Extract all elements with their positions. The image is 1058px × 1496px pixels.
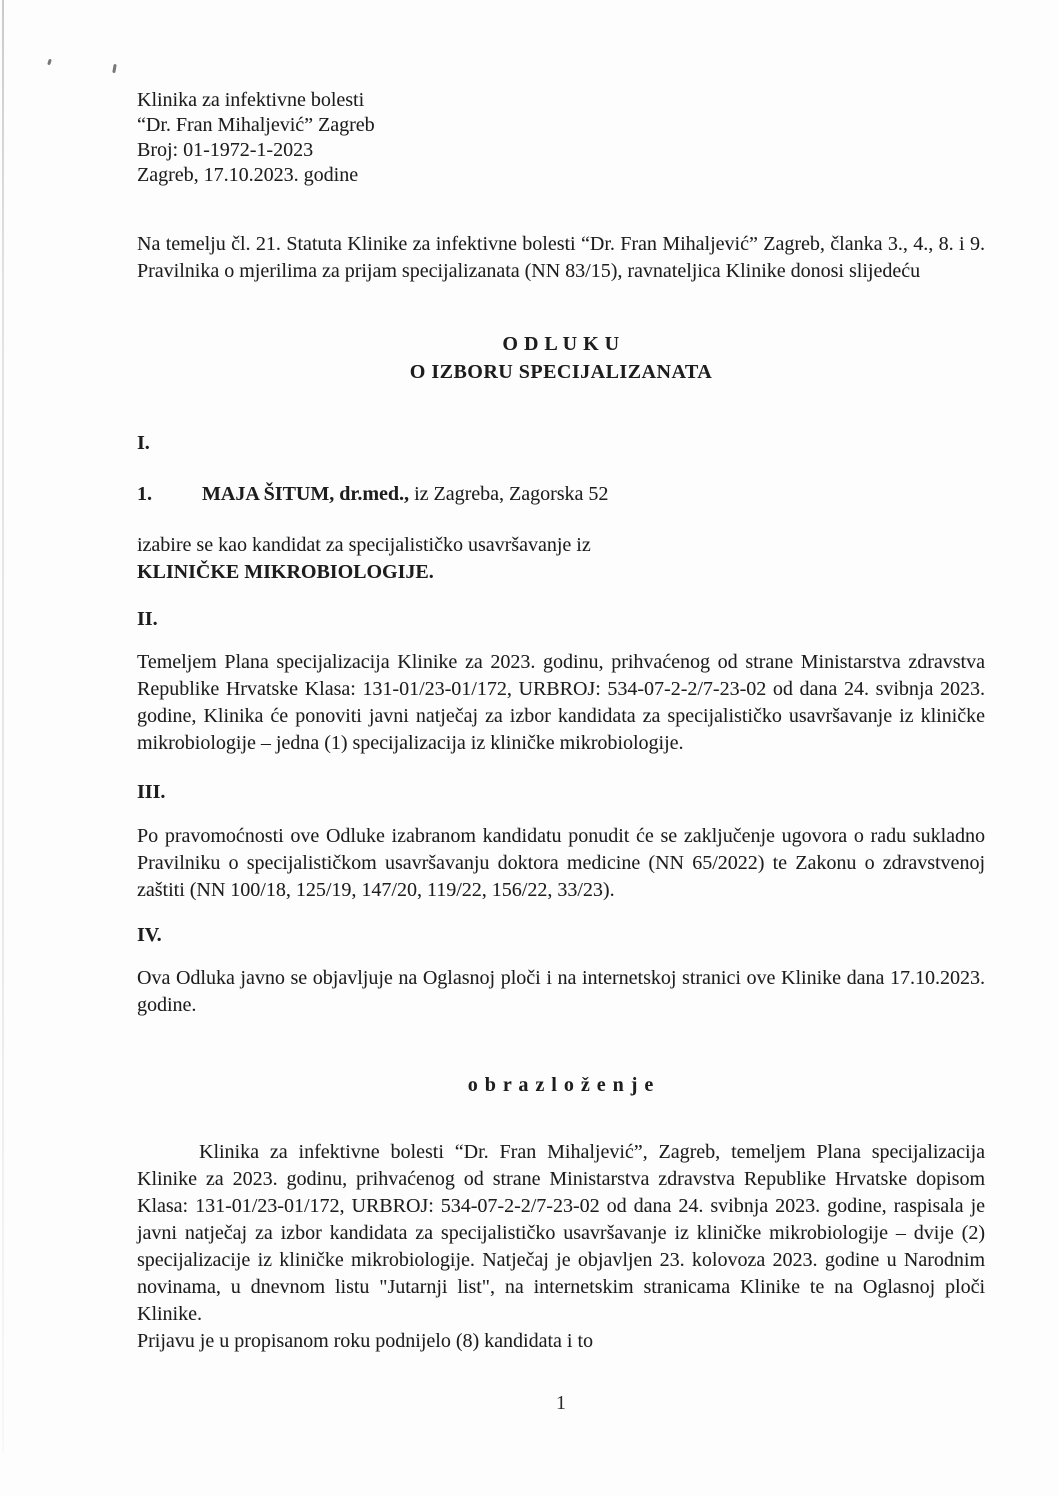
scan-edge-artifact [2,0,4,1452]
explanation-paragraph: Klinika za infektivne bolesti “Dr. Fran Mihaljević”, Zagreb, temeljem Plana specijalizacija Klinike za 2023. godinu, prihvaćenog od strane Ministarstva zdravstva Republike Hrvatske dopisom Klasa: 131-01/23-01/172, URBROJ: 534-07-2-2/7-23-02 od dana 24. svibnja 2023. godine, raspisala je javni natječaj za izbor kandidata za specijalističko usavršavanje iz kliničke mikrobiologije – dvije (2) specijalizacije iz kliničke mikrobiologije. Natječaj je objavljen 23. kolovoza 2023. godine u Narodnim novinama, u dnevnom listu "Jutarnji list", na internetskim stranicama Klinike te na Oglasnoj ploči Klinike. [137,1141,985,1325]
explanation-heading: o b r a z l o ž e n j e [467,1074,655,1096]
section-iii-paragraph: Po pravomoćnosti ove Odluke izabranom kandidatu ponudit će se zaključenje ugovora o radu sukladno Pravilniku o specijalističkom usavršavanju doktora medicine (NN 65/2022) te Zakonu o zdravstvenoj zaštiti (NN 100/18, 125/19, 147/20, 119/22, 156/22, 33/23). [137,825,985,901]
institution-name-line2: “Dr. Fran Mihaljević” Zagreb [137,114,375,136]
institution-name-line1: Klinika za infektivne bolesti [137,89,365,111]
section-ii-paragraph: Temeljem Plana specijalizacija Klinike za 2023. godinu, prihvaćenog od strane Ministarstva zdravstva Republike Hrvatske Klasa: 131-01/23-01/172, URBROJ: 534-07-2-2/7-23-02 od dana 24. svibnja 2023. godine, Klinika će ponoviti javni natječaj za izbor kandidata za specijalističko usavršavanje iz kliničke mikrobiologije – jedna (1) specijalizacija iz kliničke mikrobiologije. [137,651,985,754]
document-content [137,88,985,1355]
candidate-item-number: 1. [137,483,152,505]
candidate-line [137,481,985,508]
scan-speck-artifact [112,64,117,73]
scan-speck-artifact [47,59,52,66]
page-number: 1 [556,1392,566,1414]
candidate-name: MAJA ŠITUM, dr.med., [202,483,410,505]
applicants-count-line: Prijavu je u propisanom roku podnijelo (8) kandidata i to [137,1330,594,1352]
reference-number: Broj: 01-1972-1-2023 [137,139,314,161]
selection-specialty: KLINIČKE MIKROBIOLOGIJE. [137,561,434,583]
section-ii-number: II. [137,608,158,630]
decision-title-line1: O D L U K U [502,333,620,355]
section-i-number: I. [137,432,150,454]
preamble-paragraph: Na temelju čl. 21. Statuta Klinike za infektivne bolesti “Dr. Fran Mihaljević” Zagreb, članka 3., 4., 8. i 9. Pravilnika o mjerilima za prijam specijalizanata (NN 83/15), ravnateljica Klinike donosi slijedeću [137,233,985,282]
decision-title [137,330,985,386]
section-iii-number: III. [137,781,166,803]
section-iv-number: IV. [137,924,162,946]
letterhead [137,88,985,188]
candidate-address: iz Zagreba, Zagorska 52 [414,483,609,505]
decision-title-line2: O IZBORU SPECIJALIZANATA [409,361,713,383]
section-iv-paragraph: Ova Odluka javno se objavljuje na Oglasnoj ploči i na internetskoj stranici ove Klinike dana 17.10.2023. godine. [137,967,985,1016]
place-and-date: Zagreb, 17.10.2023. godine [137,164,359,186]
selection-statement [137,532,985,586]
selection-statement-line1: izabire se kao kandidat za specijalističko usavršavanje iz [137,534,591,556]
